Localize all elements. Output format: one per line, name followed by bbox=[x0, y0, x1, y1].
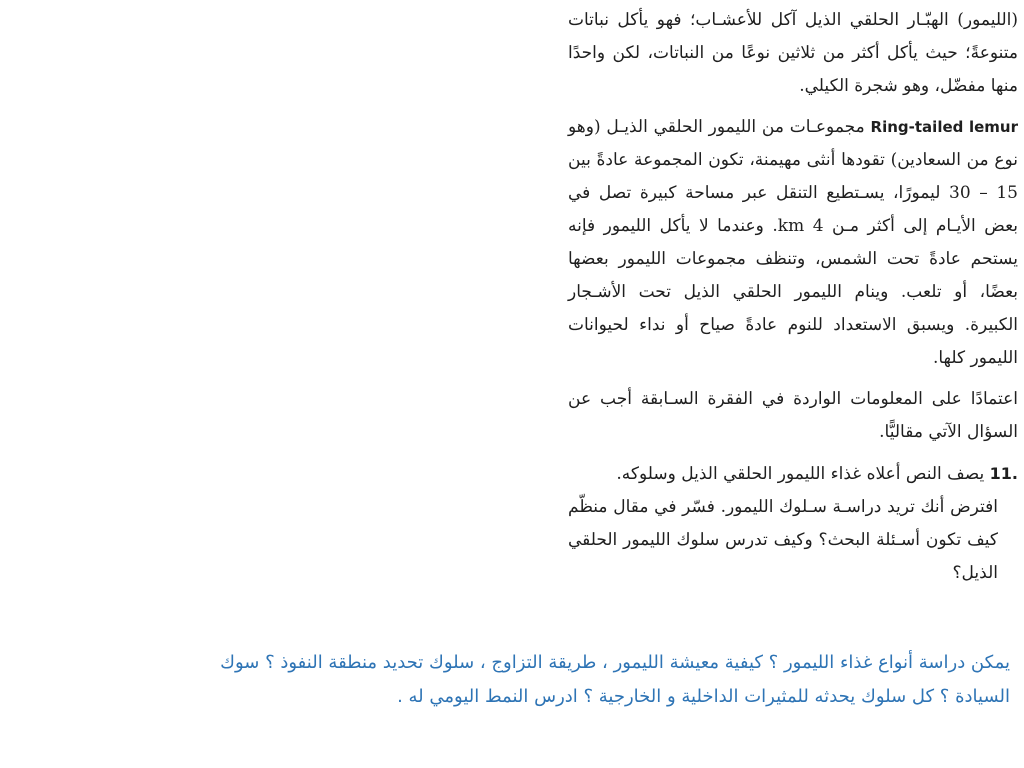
paragraph-lemur-diet: (الليمور) الهبّـار الحلقي الذيل آكل للأعشـاب؛ فهو يأكل نباتات متنوعةً؛ حيث يأكل أكثر من ثلاثين نوعًا من النباتات، لكن واحدًا منها مفضّل، وهو شجرة الكيلي. bbox=[568, 10, 1018, 96]
paragraph-lemur-groups-text: مجموعـات من الليمور الحلقي الذيـل (وهو نوع من السعادين) تقودها أنثى مهيمنة، تكون المجموعة عادةً بين 15 – 30 ليمورًا، يسـتطيع التنقل عبر مساحة كبيرة تصل في بعض الأيـام إلى أكثر مـن 4 km. وعندما لا يأكل الليمور فإنه يستحم عادةً تحت الشمس، وتنظف مجموعات الليمور بعضها بعضًا، أو تلعب. وينام الليمور الحلقي الذيل تحت الأشـجار الكبيرة. ويسبق الاستعداد للنوم عادةً صياح أو نداء لحيوانات الليمور كلها. bbox=[568, 117, 1018, 368]
paragraph-latin-term: Ring-tailed lemur bbox=[870, 118, 1018, 136]
question-task: افترض أنك تريد دراسـة سـلوك الليمور. فسّر في مقال منظّم كيف تكون أسـئلة البحث؟ وكيف تدرس سلوك الليمور الحلقي الذيل؟ bbox=[568, 497, 998, 583]
question-11 bbox=[568, 457, 1018, 590]
answer-line-2: السيادة ؟ كل سلوك يحدثه للمثيرات الداخلية و الخارجية ؟ ادرس النمط اليومي له . bbox=[397, 686, 1010, 707]
textbook-excerpt bbox=[568, 0, 1018, 590]
question-first-line bbox=[568, 457, 1018, 491]
answer-line-1: يمكن دراسة أنواع غذاء الليمور ؟ كيفية معيشة الليمور ، طريقة التزاوج ، سلوك تحديد منطقة النفوذ ؟ سوك bbox=[220, 652, 1010, 673]
student-answer bbox=[220, 646, 1010, 714]
question-number: 11. bbox=[989, 464, 1018, 483]
question-prompt: يصف النص أعلاه غذاء الليمور الحلقي الذيل وسلوكه. bbox=[616, 464, 985, 484]
paragraph-lemur-groups bbox=[568, 111, 1018, 375]
paragraph-instruction: اعتمادًا على المعلومات الواردة في الفقرة السـابقة أجب عن السؤال الآتي مقاليًّا. bbox=[568, 389, 1018, 442]
